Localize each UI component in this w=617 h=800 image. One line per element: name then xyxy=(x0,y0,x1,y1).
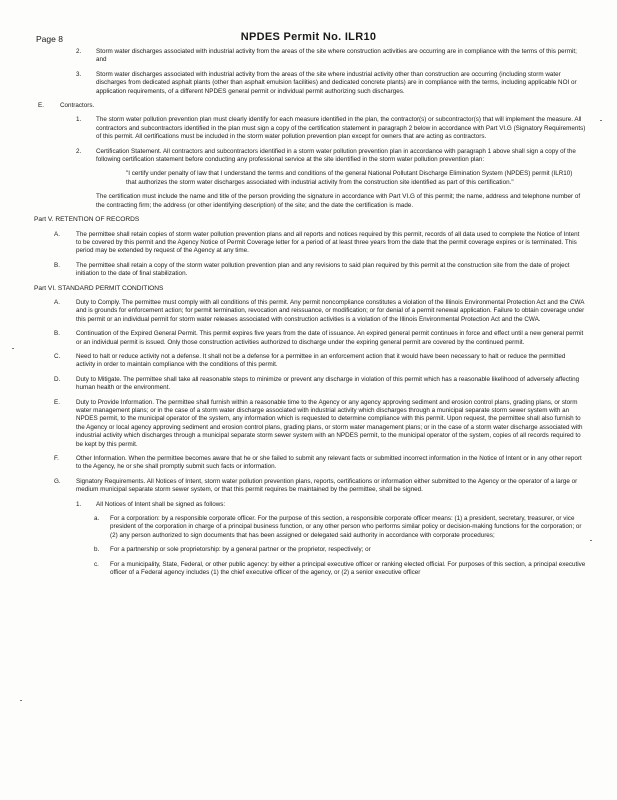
list-marker: 2. xyxy=(76,147,82,155)
list-text: All contractors and subcontractors identified in a storm water pollution prevention plan in accordance with paragraph 1 above shall sign a copy of the following certification statement before conducting any professional service at the site identified in the storm water pollution prevention plan: xyxy=(96,147,576,164)
list-item xyxy=(34,116,586,141)
list-text: The permittee shall retain a copy of the storm water pollution prevention plan and any revisions to said plan required by this permit at the construction site from the date of project initiation to the date of final stabilization. xyxy=(76,261,570,278)
list-marker: E. xyxy=(54,398,60,406)
list-text: It shall not be a defense for a permittee in an enforcement action that it would have been necessary to halt or reduce the permitted activity in order to maintain compliance with the conditions of this permit. xyxy=(76,352,566,369)
part6-heading: Part VI. STANDARD PERMIT CONDITIONS xyxy=(34,284,164,292)
list-text: All Notices of Intent shall be signed as follows: xyxy=(96,500,226,508)
list-text: The permittee shall furnish within a reasonable time to the Agency or any agency approving sediment and erosion control plans, grading plans, or storm water management plans; or in the case of a storm water discharge associated with industrial activity which discharges through a municipal separate storm sewer system with an NPDES permit, to the municipal operator of the system, any information which is requested to determine compliance with this permit. Upon request, the permittee shall also furnish to the Agency or local agency approving sediment and erosion control plans, grading plans, or storm water management plans; or in the case of a storm water discharge associated with industrial activity which discharges through a municipal separate storm sewer system with an NPDES permit, to the municipal operator of the system, copies of all records required to be kept by this permit. xyxy=(76,398,583,448)
list-marker: a. xyxy=(94,515,100,523)
certification-quote: "I certify under penalty of law that I understand the terms and conditions of the general National Pollutant Discharge Elimination System (NPDES) permit (ILR10) that authorizes the storm water discharges associated with industrial activity from the construction site identified as part of this certification." xyxy=(126,170,573,186)
list-item xyxy=(34,299,586,324)
list-marker: 3. xyxy=(76,70,82,78)
list-marker: B. xyxy=(54,261,60,269)
scan-speck xyxy=(590,540,592,541)
section-label: Contractors. xyxy=(60,102,95,110)
list-text: Storm water discharges associated with industrial activity from the areas of the site where construction activities are occurring are in compliance with the terms of this permit; and xyxy=(96,48,577,64)
list-text: For a corporation: by a responsible corporate officer. For the purpose of this section, a responsible corporate officer means: (1) a president, secretary, treasurer, or vice president of the corporation in charge of a principal business function, or any other person who performs similar policy or decision-making functions for the corporation; or (2) any person authorized to sign documents that has been assigned or delegated said authority in accordance with corporate procedures; xyxy=(110,515,582,539)
list-marker: B. xyxy=(54,330,60,338)
list-item xyxy=(34,353,586,370)
item-label: Duty to Comply. xyxy=(76,298,121,306)
list-text: This permit expires five years from the date of issuance. An expired general permit continues in force and effect until a new general permit or an individual permit is issued. Only those construction activities authorized to discharge under the expiring general permit are covered by the continued permit. xyxy=(76,330,584,346)
list-marker: 1. xyxy=(76,500,82,508)
list-item xyxy=(34,148,586,165)
list-marker: 1. xyxy=(76,116,82,124)
list-item xyxy=(34,546,586,554)
list-item xyxy=(34,561,586,578)
list-item xyxy=(34,399,586,449)
scan-speck xyxy=(12,348,14,349)
list-marker: b. xyxy=(94,546,100,554)
list-text: The permittee shall take all reasonable steps to minimize or prevent any discharge in violation of this permit which has a reasonable likelihood of adversely affecting human health or the environment. xyxy=(76,375,580,392)
list-item xyxy=(34,515,586,540)
item-label: Duty to Mitigate. xyxy=(76,375,122,383)
list-item xyxy=(34,455,586,472)
item-label: Other Information. xyxy=(76,455,127,463)
list-text: When the permittee becomes aware that he or she failed to submit any relevant facts or submitted incorrect information in the Notice of Intent or in any other report to the Agency, he or she shall promptly submit such facts or information. xyxy=(76,455,582,471)
item-label: Continuation of the Expired General Permit. xyxy=(76,330,198,338)
list-item xyxy=(34,501,586,509)
list-text: The permittee shall retain copies of storm water pollution prevention plans and all reports and notices required by this permit, records of all data used to complete the Notice of Intent to be covered by this permit and the Agency Notice of Permit Coverage letter for a period of at least three years from the date that the permit coverage expires or is terminated. This period may be extended by request of the Agency at any time. xyxy=(76,230,580,255)
page-number: Page 8 xyxy=(36,34,63,44)
document-body xyxy=(34,48,586,584)
list-text: All Notices of Intent, storm water pollution prevention plans, reports, certifications or information either submitted to the Agency or the operator of a large or medium municipal separate storm sewer system, or that this permit requires be maintained by the permittee, shall be signed. xyxy=(76,477,578,494)
list-marker: A. xyxy=(54,230,60,238)
list-marker: G. xyxy=(54,477,61,485)
list-marker: 2. xyxy=(76,48,82,55)
item-label: Certification Statement. xyxy=(96,147,162,155)
section-marker: E. xyxy=(38,102,44,110)
page-title: NPDES Permit No. ILR10 xyxy=(240,31,377,43)
list-marker: D. xyxy=(54,375,61,383)
list-item xyxy=(34,478,586,495)
scan-speck xyxy=(600,120,602,121)
list-item xyxy=(34,262,586,279)
list-marker: c. xyxy=(94,560,99,568)
list-item xyxy=(34,48,586,65)
section-heading-contractors xyxy=(34,102,586,110)
list-item xyxy=(34,231,586,256)
list-item xyxy=(34,376,586,393)
list-marker: F. xyxy=(54,455,59,463)
list-text: Storm water discharges associated with industrial activity from the areas of the site where industrial activity other than construction are occurring (including storm water discharges from dedicated asphalt plants (other than asphalt emulsion facilities) and dedicated concrete plants) are in compliance with the terms, including applicable NOI or application requirements, of a different NPDES general permit or individual permit authorizing such discharges. xyxy=(96,70,577,95)
list-marker: A. xyxy=(54,298,60,306)
list-text: For a municipality, State, Federal, or other public agency: by either a principal executive officer or ranking elected official. For purposes of this section, a principal executive officer of a Federal agency includes (1) the chief executive officer of the agency, or (2) a senior executive officer xyxy=(110,560,586,577)
item-label: Signatory Requirements. xyxy=(76,477,146,485)
list-text: The permittee must comply with all conditions of this permit. Any permit noncompliance constitutes a violation of the Illinois Environmental Protection Act and the CWA and is grounds for enforcement action; for permit termination, revocation and reissuance, or modification; or for denial of a permit renewal application. Failure to obtain coverage under this permit or an individual permit for storm water releases associated with construction activities is a violation of the Illinois Environmental Protection Act and the CWA. xyxy=(76,298,585,323)
part5-heading: Part V. RETENTION OF RECORDS xyxy=(34,216,140,224)
list-item xyxy=(34,71,586,96)
item-label: Need to halt or reduce activity not a defense. xyxy=(76,352,201,360)
list-text: For a partnership or sole proprietorship: by a general partner or the proprietor, respectively; or xyxy=(110,546,371,554)
scan-speck xyxy=(20,700,22,701)
item-label: Duty to Provide Information. xyxy=(76,398,155,406)
list-text: The storm water pollution prevention plan must clearly identify for each measure identified in the plan, the contractor(s) or subcontractor(s) that will implement the measure. All contractors and subcontractors identified in the plan must sign a copy of the certification statement in paragraph 2 below in accordance with Part VI.G (Signatory Requirements) of this permit. All certifications must be included in the storm water pollution prevention plan except for owners that are acting as contractors. xyxy=(96,116,586,141)
certification-note: The certification must include the name and title of the person providing the signature in accordance with Part VI.G of this permit; the name, address and telephone number of the contracting firm; the address (or other identifying description) of the site; and the date the certification is made. xyxy=(96,193,581,209)
list-item xyxy=(34,330,586,347)
list-marker: C. xyxy=(54,352,61,360)
